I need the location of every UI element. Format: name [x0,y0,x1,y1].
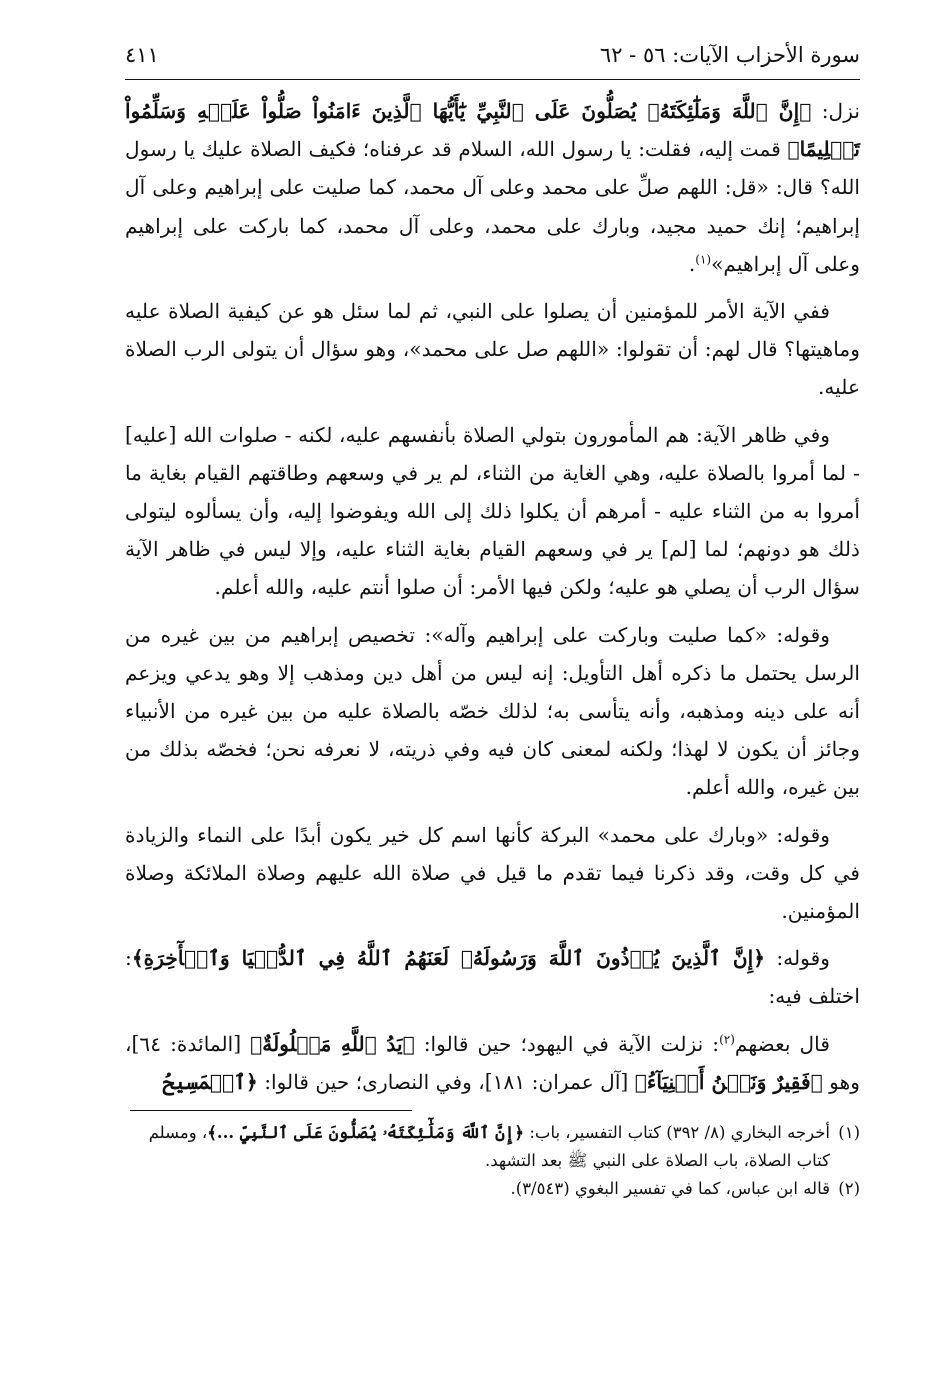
running-header [125,40,860,70]
footnote-1-continued: كتاب الصلاة، باب الصلاة على النبي ﷺ بعد التشهد. [484,1151,830,1171]
page-number: ٤١١ [125,43,159,67]
header-divider [125,79,860,80]
text: وقوله: [765,946,830,971]
paragraph: وقوله: «وبارك على محمد» البركة كأنها اسم كل خير يكون أبدًا على النماء والزيادة في كل وقت، وقد ذكرنا فيما تقدم ما قيل في صلاة الله عليهم وصلاة الملائكة وصلاة المؤمنين. [125,822,860,924]
period: . [688,251,696,276]
text: [المائدة: ٦٤]، وهو [125,1031,860,1094]
quran-verse: ﴿ٱلۡمَسِيحُ [162,1069,258,1094]
quran-verse: ﴿إِنَّ ٱللَّهَ وَمَلَٰٓئِكَتَهُۥ يُصَلُّونَ عَلَى ٱلنَّبِيِّ يَٰٓأَيُّهَا ٱلَّذِينَ ءَامَنُواْ صَلُّواْ عَلَيۡهِ وَسَلِّمُواْ تَسۡلِيمًا﴾ [125,99,861,162]
paragraph: وفي ظاهر الآية: هم المأمورون بتولي الصلاة بأنفسهم عليه، لكنه - صلوات الله [عليه] - لما أمروا بالصلاة عليه، وهي الغاية من الثناء، لم ير في وسعهم وطاقتهم القيام بغاية ما أمروا به من الثناء عليه - أمرهم أن يكلوا ذلك إلى الله ويفوضوا إليه، وأن يسألوه ليتولى ذلك هو دونهم؛ لما [لم] ير في وسعهم القيام بغاية الثناء عليه، وإلا ليس في ظاهر الآية سؤال الرب أن يصلي هو عليه؛ ولكن فيها الأمر: أن صلوا أنتم عليه، والله أعلم. [125,422,860,600]
paragraph-hadith [125,92,860,283]
footnote-divider [130,1110,412,1111]
footnote-1 [125,1119,860,1147]
chapter-title: سورة الأحزاب الآيات: ٥٦ - ٦٢ [599,43,860,67]
footnote-number: (٢) [838,1179,860,1199]
paragraph-verse-intro [125,939,860,1015]
quran-verse: ﴿إِنَّ ٱلَّذِينَ يُؤۡذُونَ ٱللَّهَ وَرَسُولَهُۥ لَعَنَهُمُ ٱللَّهُ فِي ٱلدُّنۡيَا وَٱلۡأٓخِرَةِ﴾ [131,946,766,971]
verse-intro: نزل: [811,99,860,123]
main-text [125,92,860,1101]
footnote-ref: (١) [695,252,712,267]
quran-verse: ﴿إِنَّ ٱللَّهَ وَمَلَٰٓئِكَتَهُۥ يُصَلُّونَ عَلَى ٱلنَّبِيِّ ...﴾ [207,1123,525,1143]
hadith-line: إبراهيم؛ إنك حميد مجيد، وبارك على محمد، وعلى آل محمد، كما باركت على [193,213,860,238]
book-page [125,40,860,1203]
quran-verse: ﴿فَقِيرٌ وَنَحۡنُ أَغۡنِيَآءُ﴾ [634,1069,823,1094]
footnote-number: (١) [838,1123,860,1143]
paragraph: وقوله: «كما صليت وباركت على إبراهيم وآله»: تخصيص إبراهيم من بين غيره من الرسل يحتمل ما ذكره أهل التأويل: إنه ليس من أهل دين ومذهب إلا وهو يدعي ويزعم أنه على دينه ومذهبه، وأنه يتأسى به؛ لذلك خصّه بالصلاة عليه من بين غيره من الأنبياء وجائز أن يكون لا لهذا؛ ولكنه لمعنى كان فيه وفي ذريته، لا نعرفه نحن؛ فخصّه بذلك من بين غيره، والله أعلم. [125,622,860,800]
footnote-text: أخرجه البخاري (٨/ ٣٩٢) كتاب التفسير، باب: [524,1123,830,1143]
footnote-2 [125,1175,860,1203]
footnote-ref: (٢) [719,1031,735,1046]
paragraph: ففي الآية الأمر للمؤمنين أن يصلوا على النبي، ثم لما سئل هو عن كيفية الصلاة عليه وماهيتها؟ قال لهم: أن تقولوا: «اللهم صل على محمد»، وهو سؤال أن يتولى الرب الصلاة عليه. [125,299,860,400]
footnotes [125,1119,860,1203]
paragraph-opinions [125,1025,860,1101]
text: [آل عمران: ١٨١]، وفي النصارى؛ حين قالوا: [257,1069,635,1094]
quran-verse: ﴿يَدُ ٱللَّهِ مَغۡلُولَةٌ﴾ [250,1031,415,1056]
hadith-line: قمت إليه، فقلت: يا رسول الله، السلام قد عرفناه؛ فكيف الصلاة عليك يا رسول الله؟ [125,137,860,200]
text: : اختلف فيه: [125,946,860,1009]
text: قال بعضهم [734,1031,830,1056]
hadith-line: إبراهيم وعلى آل إبراهيم» [125,213,860,276]
footnote-text: ، ومسلم [148,1123,208,1143]
footnote-text: قاله ابن عباس، كما في تفسير البغوي (٣/٥٤٣). [510,1179,830,1199]
hadith-line: قال: «قل: اللهم صلِّ على محمد وعلى آل محمد، كما صليت على إبراهيم وعلى آل [125,175,814,200]
text: : نزلت الآية في اليهود؛ حين قالوا: [414,1031,720,1056]
